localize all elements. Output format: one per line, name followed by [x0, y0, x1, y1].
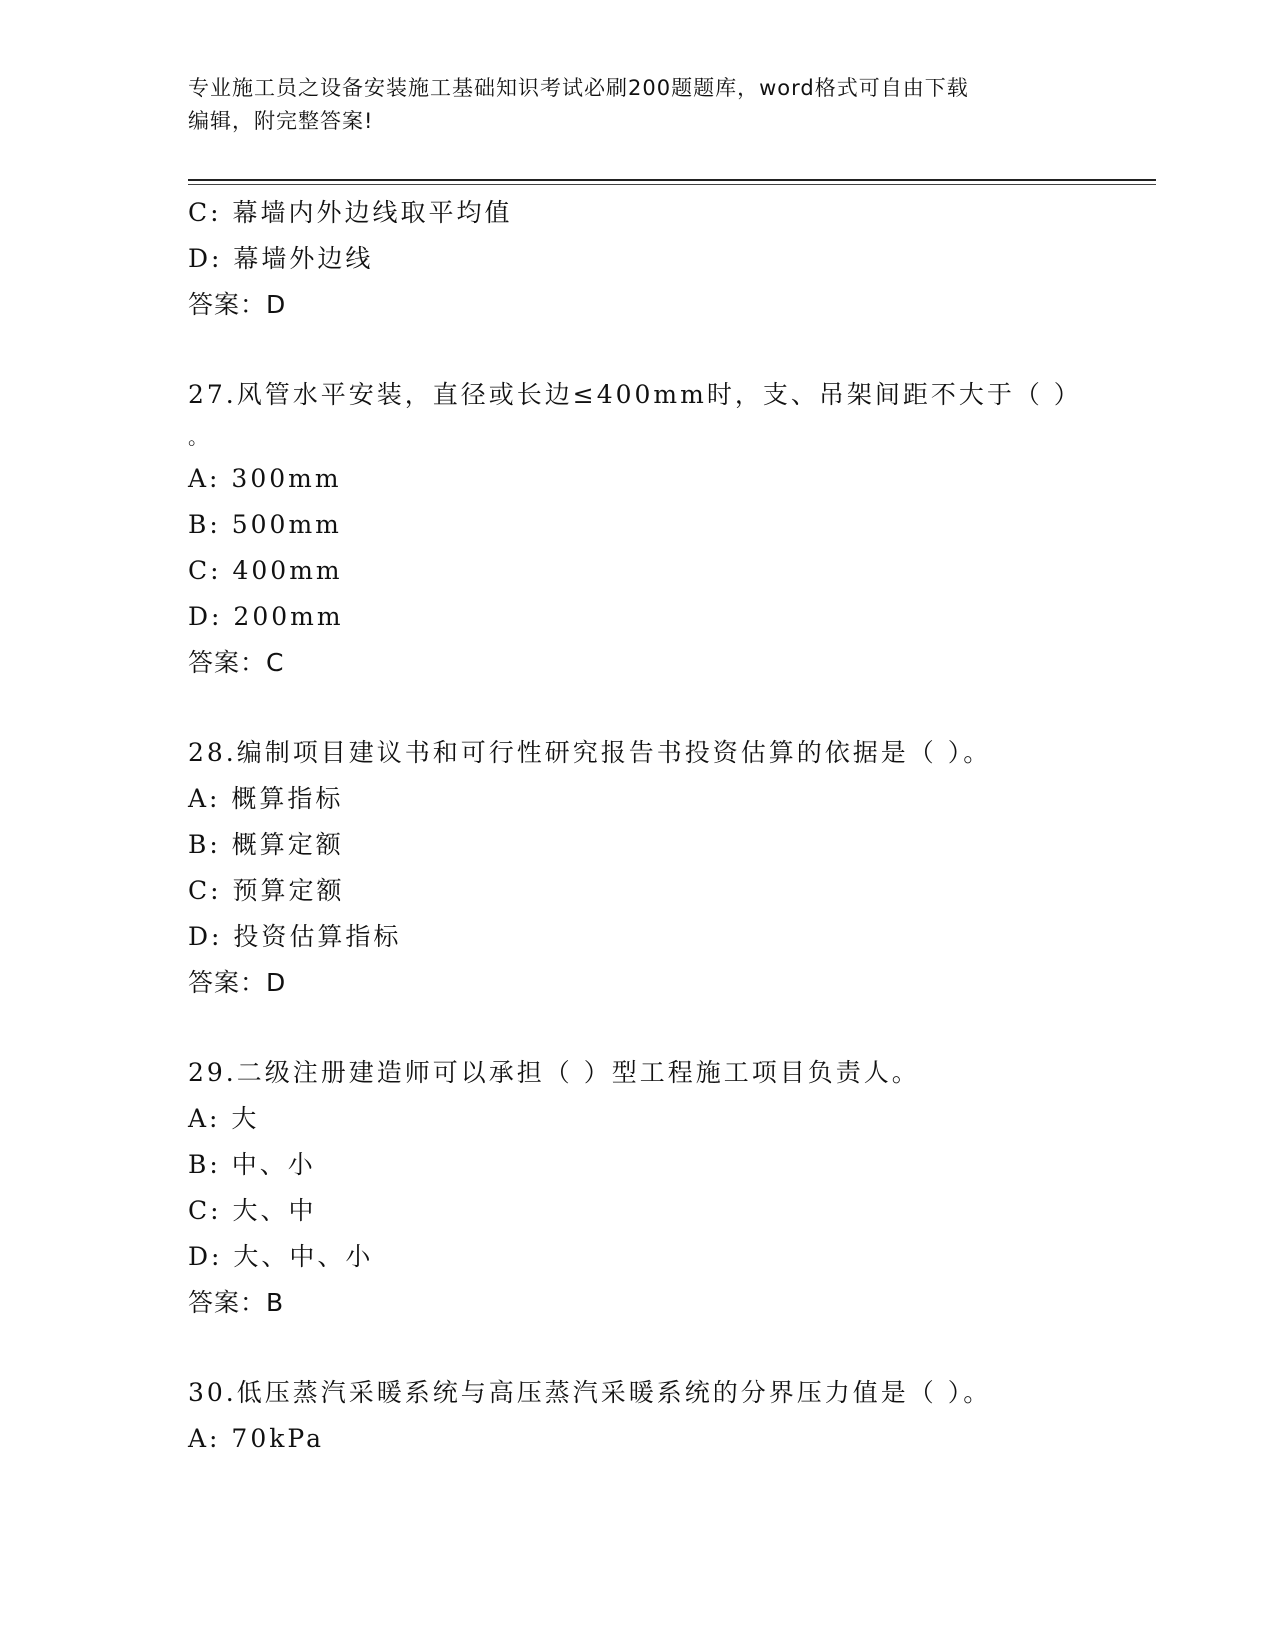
question-stem: 29.二级注册建造师可以承担（ ）型工程施工项目负责人。: [188, 1058, 920, 1087]
option-d: D: 幕墙外边线: [188, 244, 374, 273]
answer-label: 答案：D: [188, 290, 287, 319]
document-header: [188, 72, 1068, 138]
option-d: D: 大、中、小: [188, 1242, 374, 1271]
question-29: [188, 1050, 1156, 1326]
header-divider-thin: [188, 184, 1156, 185]
header-line-1: 专业施工员之设备安装施工基础知识考试必刷200题题库，word格式可自由下载: [188, 76, 969, 100]
answer-label: 答案：C: [188, 648, 285, 677]
option-a: A: 大: [188, 1104, 260, 1133]
option-b: B: 500mm: [188, 510, 342, 539]
option-c: C: 幕墙内外边线取平均值: [188, 198, 513, 227]
option-a: A: 概算指标: [188, 784, 344, 813]
option-c: C: 400mm: [188, 556, 343, 585]
question-30: [188, 1370, 1156, 1462]
question-stem: 27.风管水平安装，直径或长边≤400mm时，支、吊架间距不大于（ ）: [188, 380, 1082, 409]
question-27: [188, 372, 1156, 686]
answer-label: 答案：D: [188, 968, 287, 997]
answer-label: 答案：B: [188, 1288, 285, 1317]
option-a: A: 300mm: [188, 464, 342, 493]
option-b: B: 中、小: [188, 1150, 316, 1179]
header-divider: [188, 179, 1156, 181]
question-stem: 28.编制项目建议书和可行性研究报告书投资估算的依据是（ ）。: [188, 738, 992, 767]
option-d: D: 200mm: [188, 602, 344, 631]
question-stem: 30.低压蒸汽采暖系统与高压蒸汽采暖系统的分界压力值是（ ）。: [188, 1378, 992, 1407]
previous-question-tail: [188, 190, 1156, 328]
question-stem-continued: 。: [188, 425, 211, 449]
option-d: D: 投资估算指标: [188, 922, 402, 951]
option-c: C: 大、中: [188, 1196, 317, 1225]
option-c: C: 预算定额: [188, 876, 345, 905]
question-list: [188, 190, 1156, 1462]
option-b: B: 概算定额: [188, 830, 344, 859]
option-a: A: 70kPa: [188, 1424, 324, 1453]
question-28: [188, 730, 1156, 1006]
header-line-2: 编辑，附完整答案!: [188, 109, 374, 133]
